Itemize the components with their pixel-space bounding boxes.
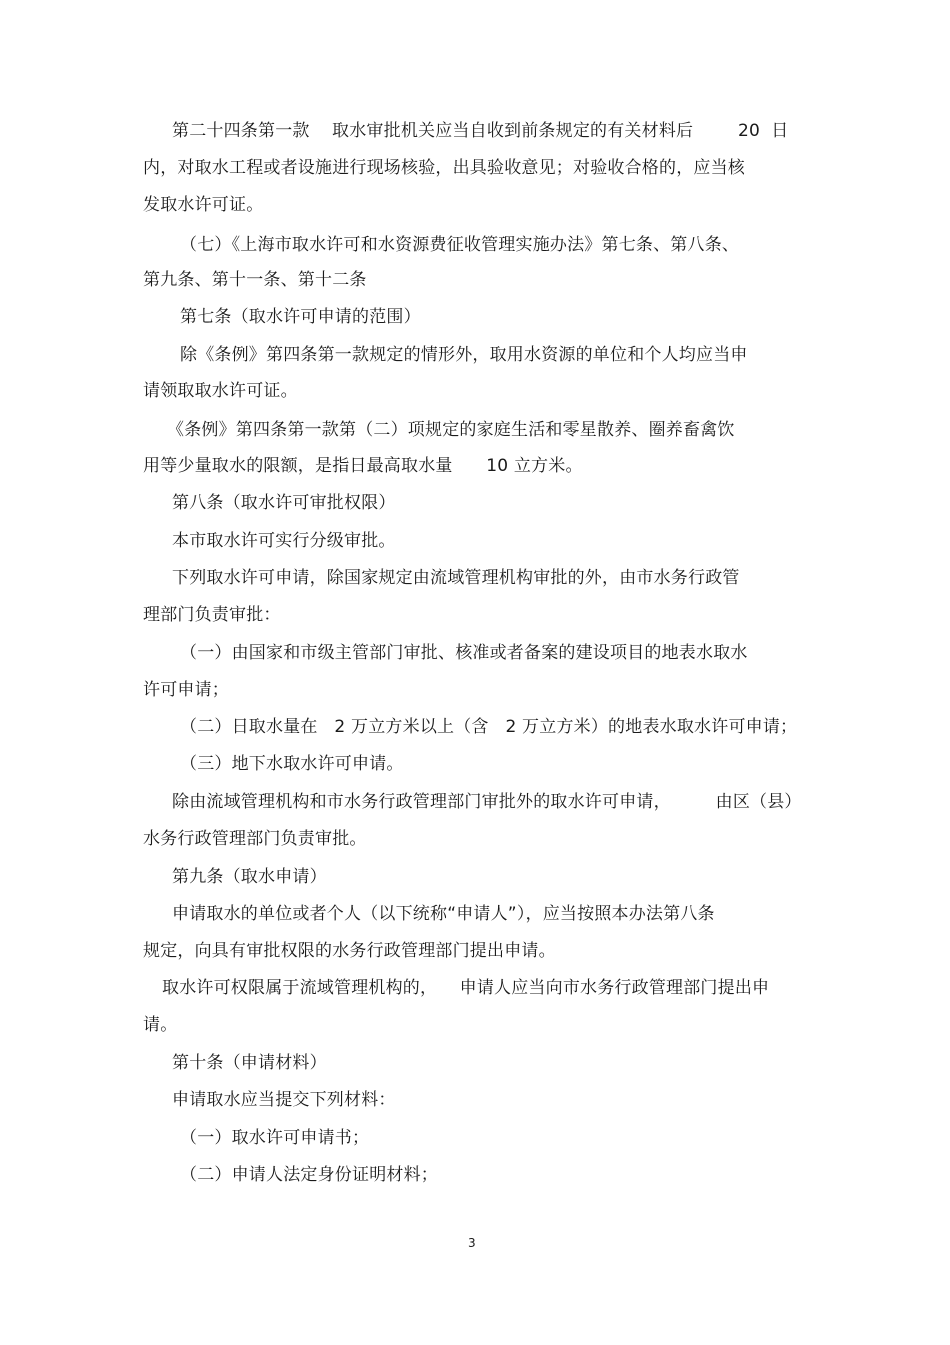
text-line: （一）取水许可申请书；	[180, 1128, 370, 1148]
text-line: （七）《上海市取水许可和水资源费征收管理实施办法》第七条、第八条、	[180, 235, 740, 255]
text-line: 第二十四条第一款 取水审批机关应当自收到前条规定的有关材料后 20 日	[172, 121, 789, 141]
text-line: 下列取水许可申请，除国家规定由流域管理机构审批的外，由市水务行政管	[172, 568, 740, 588]
text-line: 取水许可权限属于流域管理机构的， 申请人应当向市水务行政管理部门提出申	[162, 978, 770, 998]
text-line: （三）地下水取水许可申请。	[180, 754, 404, 774]
text-line: 发取水许可证。	[143, 195, 264, 215]
text-line: （二）申请人法定身份证明材料；	[180, 1165, 438, 1185]
text-line: 除《条例》第四条第一款规定的情形外，取用水资源的单位和个人均应当申	[180, 345, 748, 365]
text-line: 《条例》第四条第一款第（二）项规定的家庭生活和零星散养、圈养畜禽饮	[167, 420, 735, 440]
text-line: 申请取水应当提交下列材料：	[172, 1090, 396, 1110]
article-heading: 第八条（取水许可审批权限）	[172, 493, 396, 513]
text-line: 本市取水许可实行分级审批。	[172, 531, 396, 551]
text-line: 申请取水的单位或者个人（以下统称“申请人”），应当按照本办法第八条	[172, 904, 715, 924]
text-line: 除由流域管理机构和市水务行政管理部门审批外的取水许可申请， 由区（县）	[172, 792, 802, 812]
page-number: 3	[468, 1236, 476, 1250]
text-line: 许可申请；	[143, 680, 229, 700]
text-line: 用等少量取水的限额，是指日最高取水量 10 立方米。	[143, 456, 583, 476]
text-line: 第九条、第十一条、第十二条	[143, 270, 367, 290]
text-line: 请领取取水许可证。	[143, 381, 298, 401]
text-line: 规定，向具有审批权限的水务行政管理部门提出申请。	[143, 941, 556, 961]
text-line: 理部门负责审批：	[143, 605, 281, 625]
text-line: （一）由国家和市级主管部门审批、核准或者备案的建设项目的地表水取水	[180, 643, 748, 663]
text-line: 请。	[143, 1015, 178, 1035]
article-heading: 第七条（取水许可申请的范围）	[180, 307, 421, 327]
article-heading: 第九条（取水申请）	[172, 867, 327, 887]
article-heading: 第十条（申请材料）	[172, 1053, 327, 1073]
text-line: 水务行政管理部门负责审批。	[143, 829, 367, 849]
text-line: 内，对取水工程或者设施进行现场核验，出具验收意见；对验收合格的，应当核	[143, 158, 745, 178]
text-line: （二）日取水量在 2 万立方米以上（含 2 万立方米）的地表水取水许可申请；	[180, 717, 798, 737]
